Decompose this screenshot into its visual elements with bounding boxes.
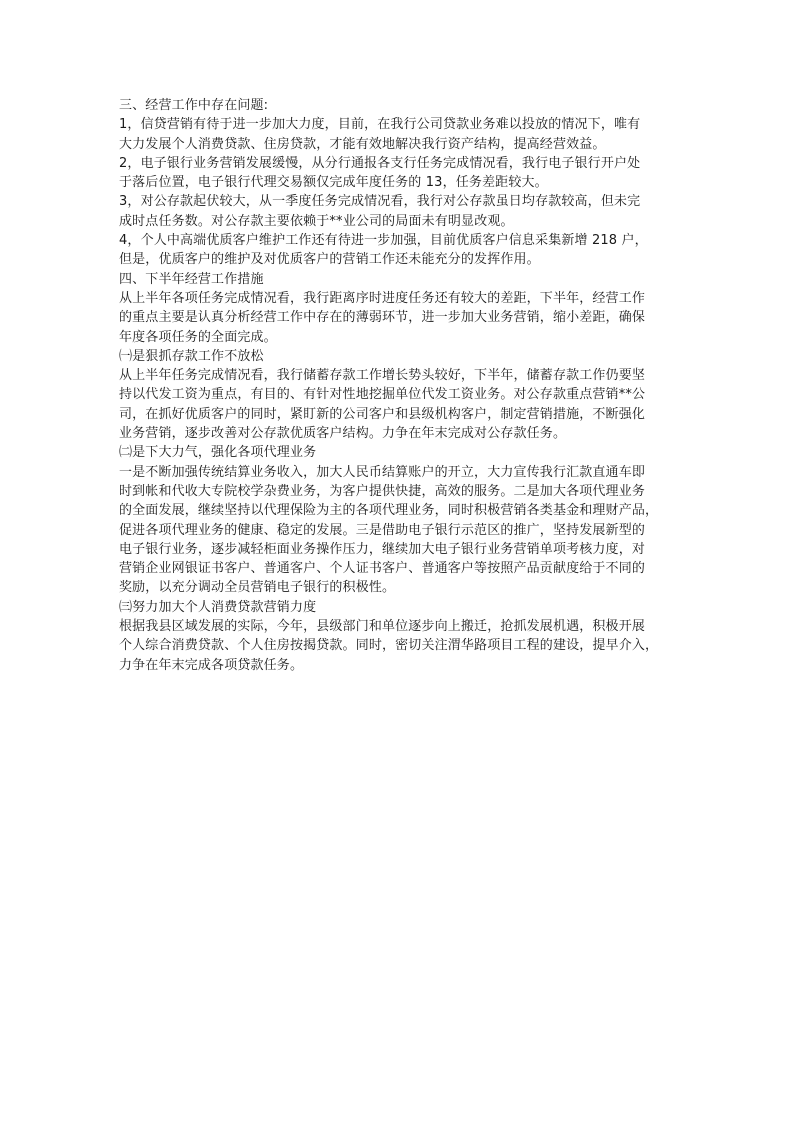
text-line: 从上半年各项任务完成情况看，我行距离序时进度任务还有较大的差距，下半年，经营工作 — [119, 290, 646, 306]
text-line: 4，个人中高端优质客户维护工作还有待进一步加强，目前优质客户信息采集新增 218 户， — [119, 233, 648, 249]
text-line: 电子银行业务，逐步减轻柜面业务操作压力，继续加大电子银行业务营销单项考核力度，对 — [119, 541, 646, 557]
text-line: 司，在抓好优质客户的同时，紧盯新的公司客户和县级机构客户，制定营销措施，不断强化 — [119, 406, 646, 422]
text-line: 根据我县区域发展的实际，今年，县级部门和单位逐步向上搬迁，抢抓发展机遇，积极开展 — [119, 619, 646, 635]
text-line: 的重点主要是认真分析经营工作中存在的薄弱环节，进一步加大业务营销，缩小差距，确保 — [119, 310, 646, 326]
text-line: 1，信贷营销有待于进一步加大力度，目前，在我行公司贷款业务难以投放的情况下，唯有 — [119, 117, 641, 133]
text-line: 奖励，以充分调动全员营销电子银行的积极性。 — [119, 580, 396, 596]
text-line: ㈡是下大力气，强化各项代理业务 — [119, 445, 317, 461]
text-line: 于落后位置，电子银行代理交易额仅完成年度任务的 13，任务差距较大。 — [119, 175, 548, 191]
text-line: ㈠是狠抓存款工作不放松 — [119, 348, 264, 364]
text-line: 2，电子银行业务营销发展缓慢，从分行通报各支行任务完成情况看，我行电子银行开户处 — [119, 155, 641, 171]
text-line: 3，对公存款起伏较大，从一季度任务完成情况看，我行对公存款虽日均存款较高，但未完 — [119, 194, 641, 210]
text-line: 三、经营工作中存在问题: — [119, 98, 269, 113]
text-line: 年度各项任务的全面完成。 — [119, 329, 277, 345]
text-line: 时到帐和代收大专院校学杂费业务，为客户提供快捷，高效的服务。二是加大各项代理业务 — [119, 483, 646, 499]
text-line: 的全面发展，继续坚持以代理保险为主的各项代理业务，同时积极营销各类基金和理财产品， — [119, 503, 659, 519]
text-line: 促进各项代理业务的健康、稳定的发展。三是借助电子银行示范区的推广，坚持发展新型的 — [119, 522, 646, 538]
text-line: 力争在年末完成各项贷款任务。 — [119, 657, 304, 673]
text-line: 持以代发工资为重点，有目的、有针对性地挖掘单位代发工资业务。对公存款重点营销**公 — [119, 387, 646, 403]
text-line: 但是，优质客户的维护及对优质客户的营销工作还未能充分的发挥作用。 — [119, 252, 540, 268]
text-line: 四、下半年经营工作措施 — [119, 271, 264, 287]
text-line: 从上半年任务完成情况看，我行储蓄存款工作增长势头较好，下半年，储蓄存款工作仍要坚 — [119, 368, 646, 384]
text-line: 业务营销，逐步改善对公存款优质客户结构。力争在年末完成对公存款任务。 — [119, 426, 567, 442]
text-line: ㈢努力加大个人消费贷款营销力度 — [119, 599, 317, 615]
text-line: 营销企业网银证书客户、普通客户、个人证书客户、普通客户等按照产品贡献度给于不同的 — [119, 561, 646, 577]
text-line: 一是不断加强传统结算业务收入，加大人民币结算账户的开立，大力宣传我行汇款直通车即 — [119, 464, 646, 480]
text-line: 个人综合消费贷款、个人住房按揭贷款。同时，密切关注渭华路项目工程的建设，提早介入， — [119, 638, 659, 654]
text-line: 成时点任务数。对公存款主要依赖于**业公司的局面未有明显改观。 — [119, 213, 514, 229]
text-line: 大力发展个人消费贷款、住房贷款，才能有效地解决我行资产结构，提高经营效益。 — [119, 136, 606, 152]
document-body — [119, 96, 675, 675]
